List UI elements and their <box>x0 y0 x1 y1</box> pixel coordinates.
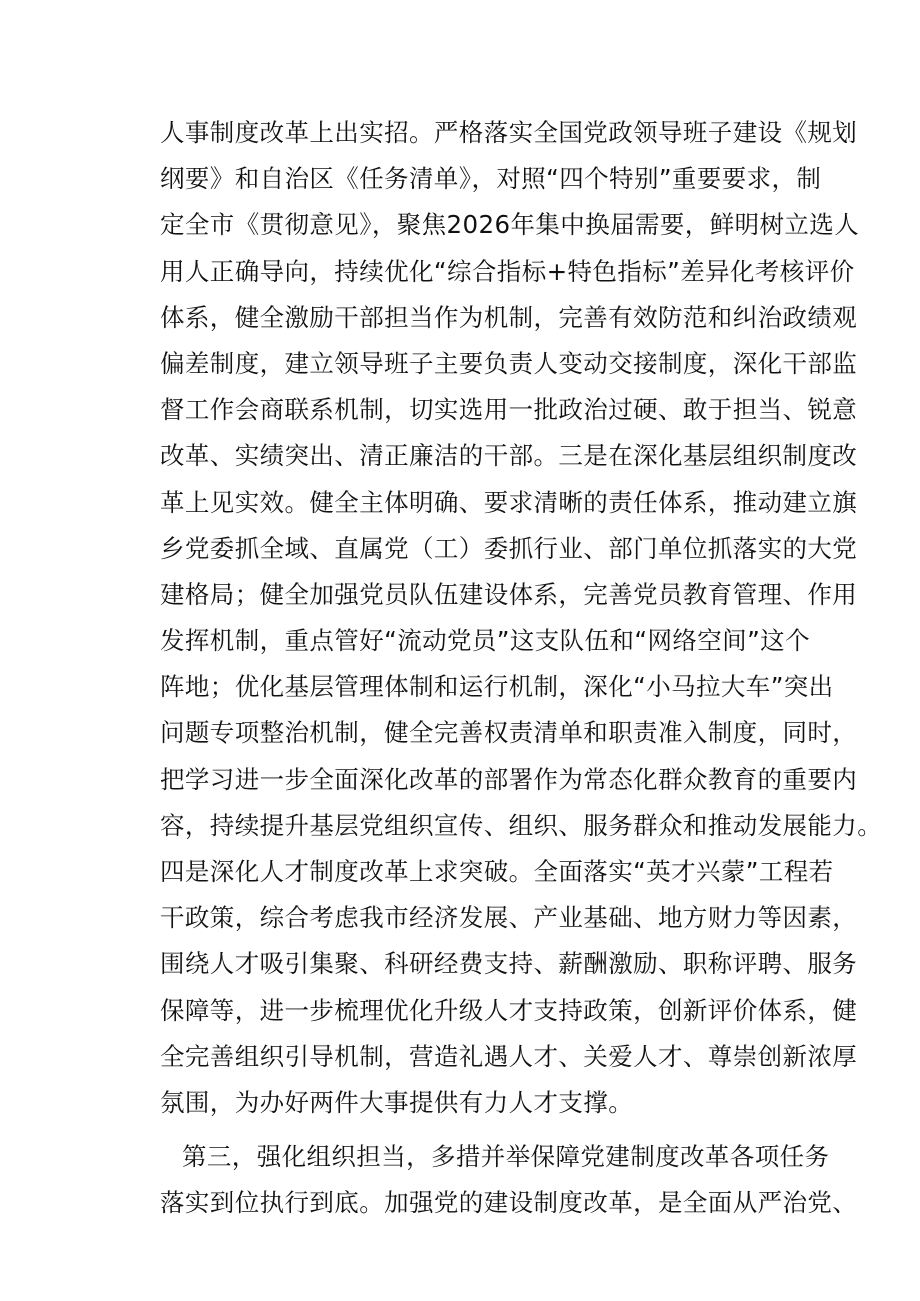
text-line: 四是深化人才制度改革上求突破。全面落实“英才兴蒙”工程若 <box>160 857 834 886</box>
text-line: 氛围，为办好两件大事提供有力人才支撑。 <box>160 1087 634 1117</box>
text-line: 体系，健全激励干部担当作为机制，完善有效防范和纠治政绩观 <box>160 302 858 332</box>
text-line: 建格局；健全加强党员队伍建设体系，完善党员教育管理、作用 <box>160 579 858 609</box>
text-line: 偏差制度，建立领导班子主要负责人变动交接制度，深化干部监 <box>160 348 858 378</box>
text-line: 定全市《贯彻意见》，聚焦2026年集中换届需要，鲜明树立选人 <box>160 210 860 240</box>
text-line: 问题专项整治机制，健全完善权责清单和职责准入制度，同时， <box>160 718 858 748</box>
text-line: 落实到位执行到底。加强党的建设制度改革，是全面从严治党、 <box>160 1188 858 1218</box>
text-line: 乡党委抓全域、直属党（工）委抓行业、部门单位抓落实的大党 <box>160 533 858 563</box>
text-line: 用人正确导向，持续优化“综合指标+特色指标”差异化考核评价 <box>160 256 855 286</box>
text-line: 督工作会商联系机制，切实选用一批政治过硬、敢于担当、锐意 <box>160 395 858 425</box>
text-line: 改革、实绩突出、清正廉洁的干部。三是在深化基层组织制度改 <box>160 441 858 471</box>
paragraph-first-line: 第三，强化组织担当，多措并举保障党建制度改革各项任务 <box>182 1142 830 1172</box>
text-line: 围绕人才吸引集聚、科研经费支持、薪酬激励、职称评聘、服务 <box>160 949 858 979</box>
text-line: 发挥机制，重点管好“流动党员”这支队伍和“网络空间”这个 <box>160 626 810 656</box>
text-line: 容，持续提升基层党组织宣传、组织、服务群众和推动发展能力。 <box>160 810 883 840</box>
paragraph-gap <box>160 1126 810 1134</box>
document-body <box>160 110 883 1227</box>
text-line: 阵地；优化基层管理体制和运行机制，深化“小马拉大车”突出 <box>160 672 834 702</box>
text-line: 干政策，综合考虑我市经济发展、产业基础、地方财力等因素， <box>160 903 858 933</box>
text-line: 纲要》和自治区《任务清单》，对照“四个特别”重要要求，制 <box>160 164 822 194</box>
text-line: 全完善组织引导机制，营造礼遇人才、关爱人才、尊崇创新浓厚 <box>160 1041 858 1071</box>
text-line: 把学习进一步全面深化改革的部署作为常态化群众教育的重要内 <box>160 764 858 794</box>
text-line: 人事制度改革上出实招。严格落实全国党政领导班子建设《规划 <box>160 118 858 147</box>
text-line: 保障等，进一步梳理优化升级人才支持政策，创新评价体系，健 <box>160 995 858 1025</box>
text-line: 革上见实效。健全主体明确、要求清晰的责任体系，推动建立旗 <box>160 487 858 517</box>
